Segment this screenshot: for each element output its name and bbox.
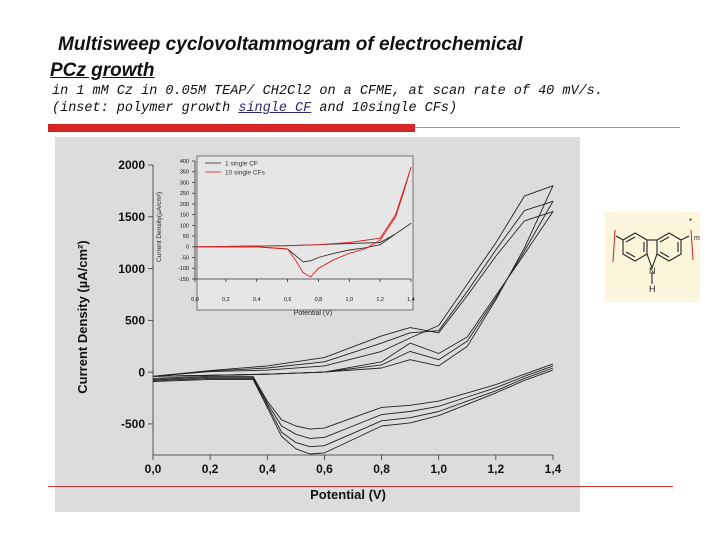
main-y-tick-label: 0: [138, 365, 145, 380]
inset-y-tick-label: 50: [182, 234, 189, 241]
cv-figure: [55, 137, 580, 512]
slide-title-line2: PCz growth: [50, 60, 155, 81]
subtitle-link-single-cf[interactable]: single CF: [238, 101, 312, 116]
main-y-tick-label: 1500: [118, 209, 145, 224]
inset-y-tick-label: -150: [177, 276, 189, 283]
inset-ylabel: Current Density(µA/cm²): [156, 191, 163, 263]
inset-y-tick-label: 400: [179, 158, 189, 165]
inset-x-tick-label: 1,4: [407, 297, 415, 303]
inset-x-tick-label: 0,8: [314, 297, 323, 303]
molecule-star-label: *: [689, 217, 693, 226]
main-y-tick-label: -500: [120, 417, 145, 432]
divider-line: [415, 127, 680, 128]
inset-x-tick-label: 0,4: [252, 297, 261, 303]
inset-x-tick-label: 0,6: [283, 297, 292, 303]
main-x-tick-label: 1,2: [487, 462, 505, 476]
main-xlabel: Potential (V): [310, 487, 386, 502]
inset-x-tick-label: 0,0: [191, 297, 199, 303]
subtitle-line2: [52, 101, 457, 116]
inset-x-tick-label: 1,0: [345, 297, 354, 303]
polycarbazole-structure-icon: [605, 212, 700, 302]
main-y-tick-label: 1000: [118, 261, 145, 276]
inset-y-tick-label: 100: [179, 223, 189, 230]
main-x-tick-label: 1,0: [430, 462, 448, 476]
inset-y-tick-label: 350: [179, 169, 189, 176]
main-y-tick-label: 2000: [118, 158, 145, 173]
main-x-tick-label: 1,4: [544, 462, 562, 476]
subtitle-line1: in 1 mM Cz in 0.05M TEAP/ CH2Cl2 on a CFME, at scan rate of 40 mV/s.: [52, 84, 603, 99]
main-x-tick-label: 0,8: [373, 462, 390, 476]
slide-title-line1: Multisweep cyclovoltammogram of electrochemical: [58, 34, 523, 55]
inset-x-tick-label: 1,2: [376, 297, 384, 303]
subtitle-text-a: (inset: polymer growth: [52, 101, 239, 116]
inset-legend-label-1: 1 single CF: [225, 160, 258, 168]
inset-legend-label-2: 10 single CFs: [225, 169, 265, 177]
inset-y-tick-label: 300: [179, 180, 189, 187]
main-x-tick-label: 0,4: [258, 462, 276, 476]
molecule-m-label: m: [694, 235, 700, 242]
accent-red-bar: [48, 124, 415, 132]
inset-y-tick-label: 200: [179, 201, 189, 208]
main-x-tick-label: 0,0: [144, 462, 162, 476]
inset-xlabel: Potential (V): [293, 310, 333, 317]
inset-y-tick-label: -100: [177, 266, 189, 273]
main-ylabel: Current Density (µA/cm²): [75, 240, 90, 394]
main-x-tick-label: 0,6: [316, 462, 333, 476]
molecule-n-label: N: [649, 266, 656, 276]
inset-x-tick-label: 0,2: [222, 297, 230, 303]
inset-y-tick-label: 0: [185, 244, 189, 251]
main-x-tick-label: 0,2: [201, 462, 219, 476]
subtitle-text-b: and 10single CFs): [311, 101, 458, 116]
footer-line: [48, 486, 673, 487]
inset-y-tick-label: 150: [179, 212, 189, 219]
inset-background: [197, 156, 413, 310]
inset-y-tick-label: 250: [179, 191, 189, 198]
molecule-h-label: H: [649, 284, 656, 294]
main-y-tick-label: 500: [124, 313, 145, 328]
inset-y-tick-label: -50: [181, 255, 189, 262]
